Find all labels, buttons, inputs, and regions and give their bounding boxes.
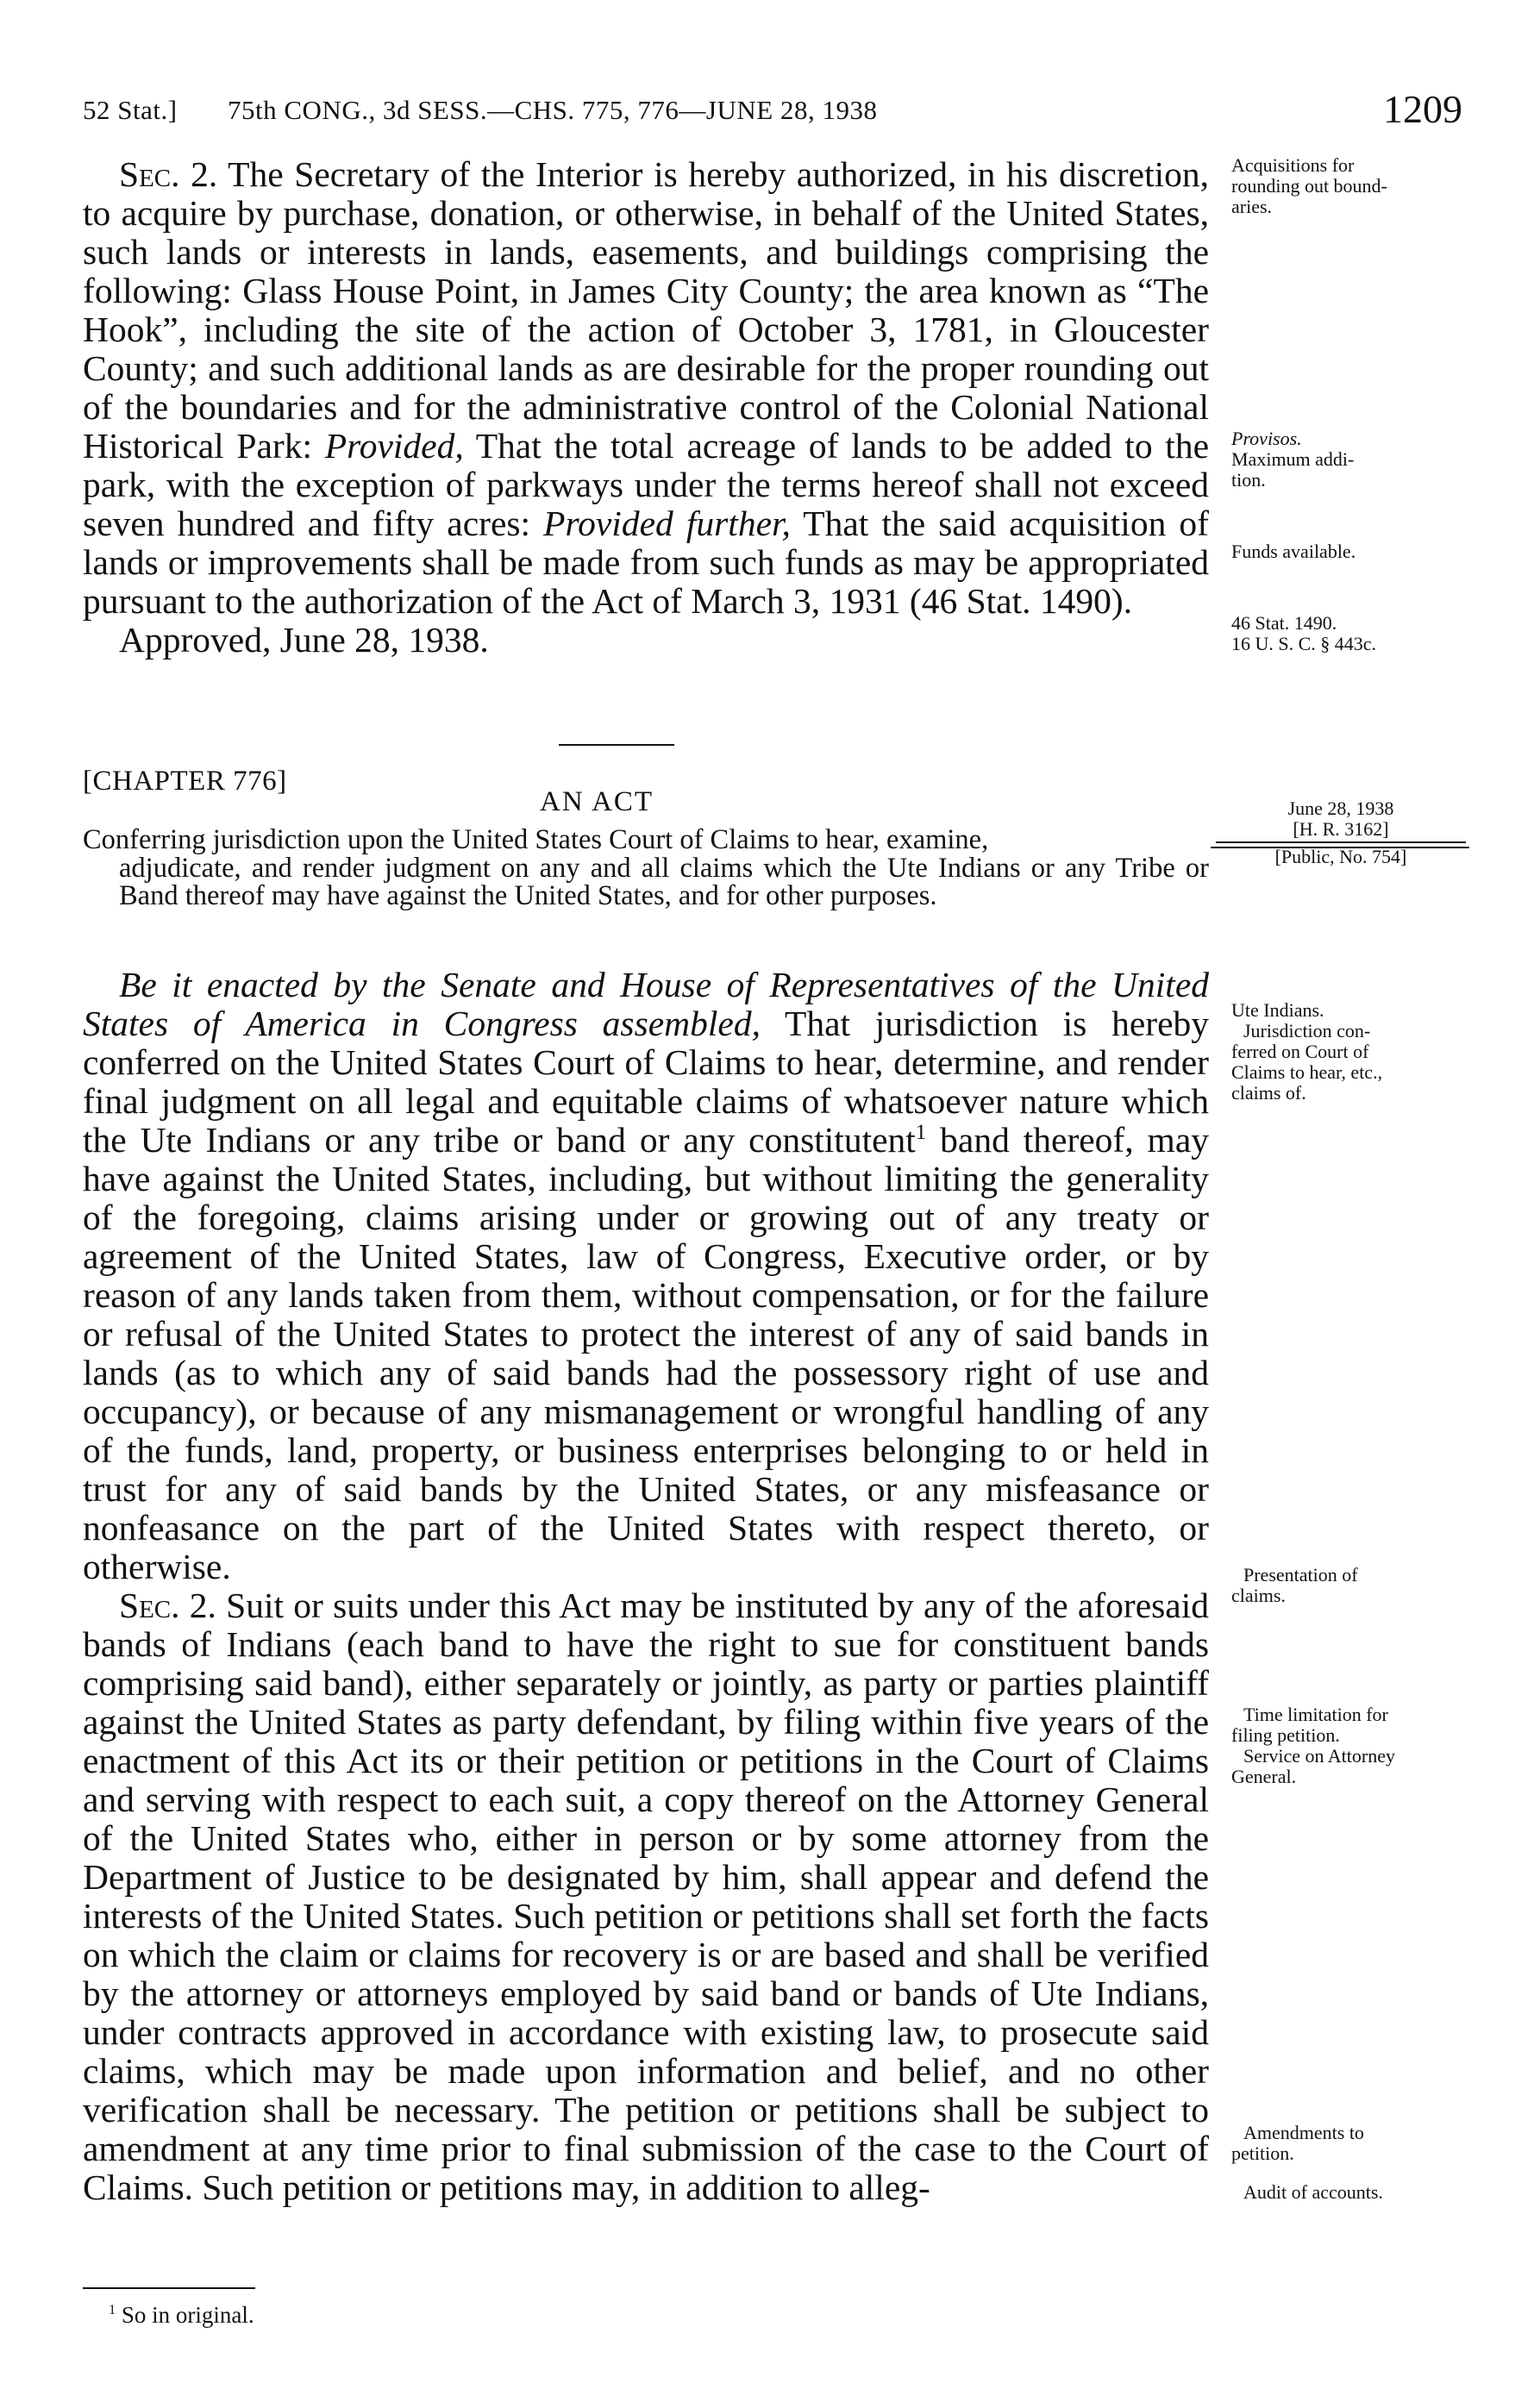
margin-note-amendments [1231, 2123, 1466, 2164]
margin-note-line: petition. [1231, 2142, 1294, 2164]
margin-note-line: rounding out bound- [1231, 175, 1387, 197]
margin-note-line: ferred on Court of [1231, 1041, 1369, 1062]
margin-note-line: Audit of accounts. [1243, 2181, 1383, 2203]
margin-note-line: Amendments to [1243, 2122, 1364, 2143]
margin-note-statute [1231, 613, 1466, 654]
an-act-heading: AN ACT [540, 786, 654, 817]
approval-line: Approved, June 28, 1938. [119, 620, 489, 660]
margin-note-line: Maximum addi- [1231, 448, 1355, 470]
footnote-reference: 1 [915, 1121, 927, 1145]
margin-note-line: Ute Indians. [1231, 999, 1324, 1021]
public-law-number: [Public, No. 754] [1274, 846, 1407, 867]
margin-note-time-limitation [1231, 1704, 1466, 1787]
margin-note-acquisitions [1231, 155, 1466, 217]
margin-note-audit [1231, 2182, 1466, 2203]
margin-note-line: Jurisdiction con- [1243, 1020, 1371, 1041]
proviso-word: Provided, [324, 426, 464, 466]
margin-note-line: 16 U. S. C. § 443c. [1231, 633, 1377, 654]
page-number: 1209 [1383, 87, 1462, 131]
margin-note-line: Provisos. [1231, 428, 1302, 449]
paragraph-text: band thereof, may have against the United States, including, but without limiting the generality of the foregoing, claims arising under or growing out of any treaty or agreement of the United States, law of Congress, Executive order, or by reason of any lands taken from them, without compensation, or for the failure or refusal of the United States to protect the interest of any of said bands in lands (as to which any of said bands had the possessory right of use and occupancy), or because of any mismanagement or wrongful handling of any of the funds, land, property, or business enterprises belonging to or held in trust for any of said bands by the United States, or any misfeasance or nonfeasance on the part of the United States with respect thereto, or otherwise. [83, 1120, 1209, 1586]
footnote-text: So in original. [116, 2302, 254, 2328]
section-lead: Sec. 2. [119, 1586, 216, 1625]
act-date: June 28, 1938 [1287, 797, 1394, 819]
enacting-paragraph [83, 966, 1209, 1586]
proviso-further-word: Provided further, [543, 503, 791, 543]
margin-note-line: Presentation of [1243, 1564, 1358, 1586]
margin-note-line: claims of. [1231, 1082, 1306, 1104]
margin-note-line: tion. [1231, 469, 1266, 491]
act-title-line1: Conferring jurisdiction upon the United States Court of Claims to hear, examine, [83, 824, 989, 855]
section-divider [559, 744, 674, 746]
margin-note-line: claims. [1231, 1585, 1286, 1606]
section-lead: Sec. 2. [119, 154, 218, 194]
paragraph-text: Suit or suits under this Act may be instituted by any of the aforesaid bands of Indians (each band to have the right to sue for constituent bands comprising said band), either separately or jointly, as party or parties plaintiff against the United States as party defendant, by filing within five years of the enactment of this Act its or their petition or petitions in the Court of Claims and serving with respect to each suit, a copy thereof on the Attorney General of the United States who, either in person or by some attorney from the Department of Justice to be designated by him, shall appear and defend the interests of the United States. Such petition or petitions shall set forth the facts on which the claim or claims for recovery is or are based and shall be verified by the attorney or attorneys employed by said band or bands of Ute Indians, under contracts approved in accordance with existing law, to prosecute said claims, which may be made upon information and belief, and no other verification shall be necessary. The petition or petitions shall be subject to amendment at any time prior to final submission of the case to the Court of Claims. Such petition or petitions may, in addition to alleg- [83, 1586, 1210, 2207]
paragraph-text: The Secretary of the Interior is hereby authorized, in his discretion, to acquire by purchase, donation, or otherwise, in behalf of the United States, such lands or interests in lands, easements, and buildings comprising the following: Glass House Point, in James City County; the area known as “The Hook”, including the site of the action of October 3, 1781, in Gloucester County; and such additional lands as are desirable for the proper rounding out of the boundaries and for the administrative control of the Colonial National Historical Park: [83, 154, 1210, 466]
margin-note-line: General. [1231, 1766, 1297, 1787]
header-volume: 52 Stat.] [83, 95, 178, 125]
margin-note-line: Acquisitions for [1231, 154, 1355, 176]
chapter-number: [CHAPTER 776] [83, 766, 287, 797]
margin-notes [1231, 0, 1466, 2408]
margin-note-line: Service on Attorney [1243, 1745, 1395, 1767]
margin-note-presentation [1231, 1565, 1466, 1606]
header-session: 75th CONG., 3d SESS.—CHS. 775, 776—JUNE 28, 1938 [228, 95, 878, 125]
section-2-prior-act [83, 155, 1209, 660]
act-body [83, 966, 1209, 2207]
margin-note-line: aries. [1231, 196, 1273, 217]
margin-note-line: Claims to hear, etc., [1231, 1061, 1383, 1083]
paragraph-text: That jurisdiction is hereby conferred on the United States Court of Claims to hear, determine, and render final judgment on all legal and equitable claims of whatsoever nature which the Ute Indians or any tribe or band or any constitutent [83, 1004, 1209, 1160]
act-title [83, 826, 1209, 910]
margin-note-provisos [1231, 428, 1466, 491]
act-title-rest: adjudicate, and render judgment on any and all claims which the Ute Indians or any Tribe or Band thereof may have against the United States, and for other purposes. [119, 852, 1209, 911]
footnote [109, 2302, 254, 2329]
margin-note-funds [1231, 541, 1466, 562]
bill-number: [H. R. 3162] [1293, 818, 1389, 840]
paragraph-text: That the total acreage of lands to be added to the park, with the exception of parkways under the terms hereof shall not exceed seven hundred and fifty acres: [83, 426, 1210, 543]
section-2-paragraph [83, 155, 1209, 621]
margin-note-line: Funds available. [1231, 541, 1356, 562]
section-2-paragraph [83, 1586, 1209, 2207]
paragraph-text: That the said acquisition of lands or improvements shall be made from such funds as may be appropriated pursuant to the authorization of the Act of March 3, 1931 (46 Stat. 1490). [83, 503, 1210, 621]
margin-note-line: Time limitation for [1243, 1704, 1388, 1725]
margin-note-line: filing petition. [1231, 1724, 1340, 1746]
margin-note-ute-indians [1231, 1000, 1466, 1104]
margin-note-line: 46 Stat. 1490. [1231, 612, 1337, 634]
enacting-clause: Be it enacted by the Senate and House of Representatives of the United States of America in Congress assembled, [83, 965, 1209, 1043]
footnote-rule [83, 2287, 255, 2289]
footnote-mark: 1 [109, 2302, 116, 2317]
